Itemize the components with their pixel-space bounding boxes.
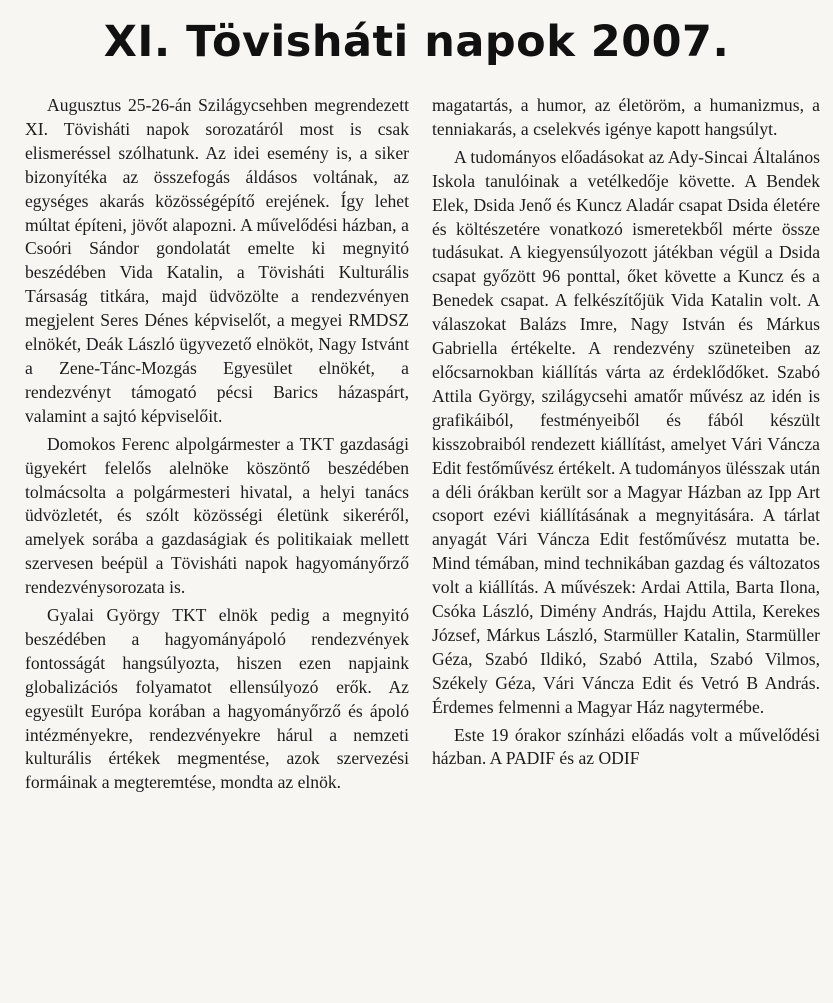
paragraph: Domokos Ferenc alpolgármester a TKT gazdasági ügyekért felelős alelnöke köszöntő beszédében tolmácsolta a polgármesteri hivatal, a helyi tanács üdvözletét, és szólt közösségi életünk sikeréről, amelyek sorába a gazdaságiak és politikaiak mellett szervesen beépül a Tövisháti napok hagyományőrző rendezvénysorozata is. <box>25 433 409 598</box>
left-column <box>25 94 409 795</box>
right-column <box>432 94 820 771</box>
paragraph-continued: magatartás, a humor, az életöröm, a humanizmus, a tenniakarás, a cselekvés igénye kapott hangsúlyt. <box>432 95 820 139</box>
article-title: XI. Tövisháti napok 2007. <box>103 17 730 67</box>
paragraph: Gyalai György TKT elnök pedig a megnyitó beszédében a hagyományápoló rendezvények fontosságát hangsúlyozta, hiszen ezen napjaink globalizációs folyamatot ellensúlyozó erők. Az egyesült Európa korában a hagyományőrző és ápoló intézményekre, rendezvényekre hárul a nemzeti kulturális értékek megmentése, azok szervezési formáinak a megteremtése, mondta az elnök. <box>25 605 409 793</box>
paragraph: Este 19 órakor színházi előadás volt a művelődési házban. A PADIF és az ODIF <box>432 724 820 769</box>
paragraph: A tudományos előadásokat az Ady-Sincai Általános Iskola tanulóinak a vetélkedője követte. A Bendek Elek, Dsida Jenő és Kuncz Aladár csapat Dsida életére és költészetére vonatkozó ismeretekből mérte össze tudásukat. A kiegyensúlyozott játékban végül a Dsida csapat győzött 96 ponttal, őket követte a Kuncz és a Benedek csapat. A felkészítőjük Vida Katalin volt. A válaszokat Balázs Imre, Nagy István és Márkus Gabriella értékelte. A rendezvény szüneteiben az előcsarnokban kiállítás várta az érdeklődőket. Szabó Attila György, szilágycsehi amatőr művész az idén is grafikáiból, festményeiből és fából készült kisszobraiból rendezett kiállítást, amelyet Vári Váncza Edit festőművész értékelt. A tudományos ülésszak után a déli órákban került sor a Magyar Házban az Ipp Art csoport ezévi kiállításának a megnyitására. A tárlat anyagát Vári Váncza Edit festőművész mutatta be. Mind témában, mind technikában gazdag és változatos volt a kiállítás. A művészek: Ardai Attila, Barta Ilona, Csóka László, Dimény András, Hajdu Attila, Kerekes József, Márkus László, Starmüller Katalin, Starmüller Géza, Szabó Ildikó, Szabó Attila, Szabó Vilmos, Székely Géza, Vári Váncza Edit és Vetró B András. Érdemes felmenni a Magyar Ház nagytermébe. <box>432 146 820 717</box>
paragraph: Augusztus 25-26-án Szilágycsehben megrendezett XI. Tövisháti napok sorozatáról most is csak elismeréssel szólhatunk. Az idei esemény is, a siker bizonyítéka az összefogás áldásos voltának, az egységes akarás közösségépítő erejének. Így lehet múltat építeni, jövőt alapozni. A művelődési házban, a Csoóri Sándor gondolatát emelte ki megnyitó beszédében Vida Katalin, a Tövisháti Kulturális Társaság titkára, majd üdvözölte a rendezvényen megjelent Seres Dénes képviselőt, a megyei RMDSZ elnökét, Deák László ügyvezető elnököt, Nagy Istvánt a Zene-Tánc-Mozgás Egyesület elnökét, a rendezvényt támogató pécsi Barics házaspárt, valamint a sajtó képviselőit. <box>25 95 409 426</box>
